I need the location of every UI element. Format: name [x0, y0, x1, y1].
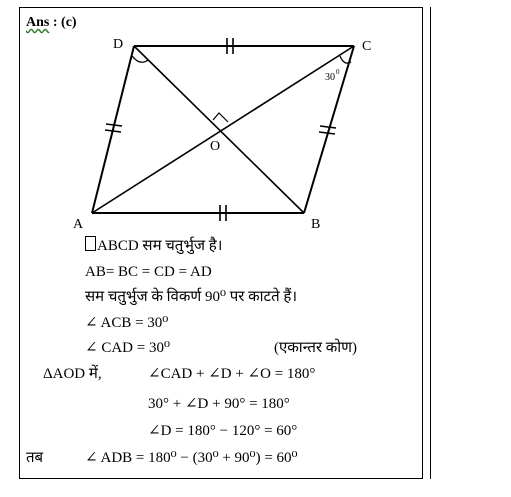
solution-line-4: ∠ ACB = 30⁰	[85, 315, 169, 331]
right-angle-mark	[213, 113, 228, 122]
solution-line-5: ∠ CAD = 30⁰	[85, 340, 170, 356]
answer-separator: :	[49, 15, 62, 30]
side-da	[92, 46, 134, 213]
solution-line-2: AB= BC = CD = AD	[85, 264, 212, 280]
vertex-a-label: A	[73, 217, 84, 232]
vertex-d-label: D	[113, 37, 124, 52]
vertex-o-label: O	[210, 139, 221, 154]
vertex-c-label: C	[362, 39, 372, 54]
angle-30-label: 30	[325, 72, 335, 83]
angle-30-degree: 0	[336, 68, 340, 76]
solution-line-8: ∠D = 180° − 120° = 60°	[148, 423, 298, 439]
solution-line-5-note: (एकान्तर कोण)	[274, 340, 357, 356]
square-symbol-icon	[85, 236, 96, 251]
diagonal-ac	[92, 46, 354, 213]
tick-bc	[319, 126, 336, 134]
vertex-b-label: B	[311, 217, 321, 232]
solution-line-6-equation: ∠CAD + ∠D + ∠O = 180°	[148, 366, 316, 382]
solution-line-1: ABCD सम चतुर्भुज है।	[85, 236, 222, 255]
answer-label: Ans	[26, 15, 50, 30]
solution-line-9-prefix: तब	[26, 450, 44, 466]
solution-line-6-prefix: ΔAOD में,	[43, 366, 102, 382]
solution-line-7: 30° + ∠D + 90° = 180°	[148, 396, 290, 412]
diagonal-bd	[134, 46, 304, 213]
solution-line-9-equation: ∠ ADB = 180⁰ − (30⁰ + 90⁰) = 60⁰	[85, 450, 298, 466]
solution-line-3: सम चतुर्भुज के विकर्ण 90⁰ पर काटते हैं।	[85, 289, 298, 305]
answer-option: (c)	[61, 15, 77, 30]
